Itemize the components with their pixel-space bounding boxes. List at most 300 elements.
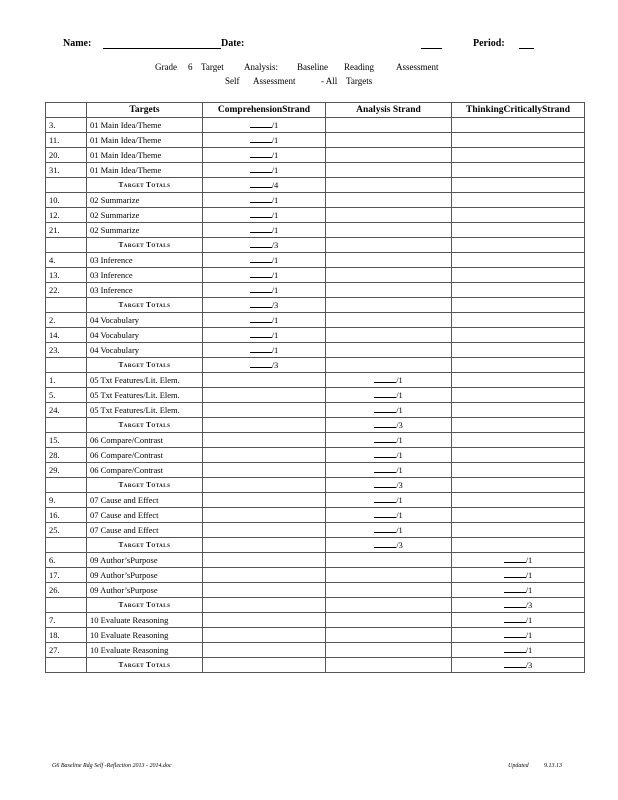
score-blank[interactable] (504, 613, 526, 623)
score-out-of: /1 (271, 270, 279, 280)
score-blank[interactable] (374, 448, 396, 458)
score-out-of: /1 (271, 135, 279, 145)
column-header-thinking-critically: ThinkingCriticallyStrand (452, 103, 585, 118)
score-out-of: /1 (525, 645, 533, 655)
score-cell (203, 238, 326, 253)
score-out-of: /1 (396, 450, 403, 460)
question-number-cell: 11. (46, 133, 87, 148)
score-cell (452, 598, 585, 613)
score-blank[interactable] (250, 208, 272, 218)
target-cell: 10 Evaluate Reasoning (87, 643, 203, 658)
score-out-of: /1 (271, 345, 279, 355)
table-header-row (46, 103, 585, 118)
title-word: Analysis: (244, 62, 279, 72)
score-out-of: /1 (271, 210, 279, 220)
table-row (46, 208, 585, 223)
score-cell (452, 538, 585, 553)
score-cell (452, 178, 585, 193)
score-cell (203, 208, 326, 223)
target-totals-label: Target Totals (87, 658, 203, 673)
score-cell (326, 568, 452, 583)
table-row (46, 223, 585, 238)
score-cell (203, 148, 326, 163)
score-cell (452, 583, 585, 598)
title-word: Target (201, 62, 224, 72)
score-cell (452, 208, 585, 223)
score-blank[interactable] (374, 478, 396, 488)
title-word: Targets (346, 76, 373, 86)
score-cell (452, 268, 585, 283)
target-cell: 04 Vocabulary (87, 313, 203, 328)
question-number-cell: 20. (46, 148, 87, 163)
period-label: Period: (473, 38, 505, 49)
score-out-of: /1 (525, 570, 533, 580)
table-row (46, 643, 585, 658)
table-row (46, 343, 585, 358)
target-totals-label: Target Totals (87, 598, 203, 613)
score-blank[interactable] (504, 658, 526, 668)
table-row (46, 463, 585, 478)
target-cell: 09 Author’sPurpose (87, 583, 203, 598)
score-out-of: /1 (396, 435, 403, 445)
score-cell (452, 493, 585, 508)
table-row (46, 148, 585, 163)
target-totals-label: Target Totals (87, 298, 203, 313)
target-cell: 02 Summarize (87, 193, 203, 208)
target-cell: 07 Cause and Effect (87, 523, 203, 538)
score-out-of: /3 (396, 420, 403, 430)
score-cell (452, 433, 585, 448)
score-out-of: /1 (396, 495, 403, 505)
score-cell (326, 373, 452, 388)
score-cell (326, 133, 452, 148)
title-word: Assessment (396, 62, 439, 72)
score-blank[interactable] (250, 163, 272, 173)
score-out-of: /1 (271, 330, 279, 340)
score-blank[interactable] (250, 283, 272, 293)
score-blank[interactable] (250, 343, 272, 353)
score-cell (203, 118, 326, 133)
question-number-cell (46, 358, 87, 373)
score-cell (326, 313, 452, 328)
target-totals-label: Target Totals (87, 358, 203, 373)
question-number-cell (46, 538, 87, 553)
score-cell (452, 193, 585, 208)
score-cell (326, 328, 452, 343)
target-totals-label: Target Totals (87, 538, 203, 553)
score-cell (326, 253, 452, 268)
question-number-cell: 12. (46, 208, 87, 223)
score-cell (452, 523, 585, 538)
target-total-row (46, 418, 585, 433)
score-cell (203, 463, 326, 478)
score-cell (326, 223, 452, 238)
score-cell (326, 403, 452, 418)
table-row (46, 613, 585, 628)
score-cell (203, 613, 326, 628)
column-header-comprehension: ComprehensionStrand (203, 103, 326, 118)
footer-filename: G6 Baseline Rdg Self -Reflection 2013 - 2014.doc (52, 763, 172, 769)
score-cell (326, 283, 452, 298)
score-blank[interactable] (374, 433, 396, 443)
score-blank[interactable] (374, 523, 396, 533)
table-row (46, 268, 585, 283)
question-number-cell: 3. (46, 118, 87, 133)
score-cell (452, 133, 585, 148)
score-cell (452, 643, 585, 658)
score-cell (452, 358, 585, 373)
score-cell (326, 193, 452, 208)
score-out-of: /1 (396, 465, 403, 475)
score-cell (203, 493, 326, 508)
score-cell (326, 448, 452, 463)
question-number-cell: 27. (46, 643, 87, 658)
column-header-targets: Targets (87, 103, 203, 118)
score-cell (452, 223, 585, 238)
score-blank[interactable] (374, 373, 396, 383)
target-cell: 05 Txt Features/Lit. Elem. (87, 373, 203, 388)
score-blank[interactable] (250, 313, 272, 323)
score-blank[interactable] (250, 238, 272, 248)
score-cell (326, 493, 452, 508)
score-out-of: /1 (271, 150, 279, 160)
score-blank[interactable] (250, 148, 272, 158)
question-number-cell: 16. (46, 508, 87, 523)
column-header-analysis: Analysis Strand (326, 103, 452, 118)
question-number-cell: 15. (46, 433, 87, 448)
target-totals-label: Target Totals (87, 238, 203, 253)
score-blank[interactable] (250, 358, 272, 368)
score-blank[interactable] (250, 268, 272, 278)
question-number-cell: 31. (46, 163, 87, 178)
score-cell (326, 118, 452, 133)
target-total-row (46, 358, 585, 373)
score-out-of: /1 (396, 525, 403, 535)
score-cell (326, 298, 452, 313)
score-cell (326, 508, 452, 523)
score-out-of: /1 (271, 165, 279, 175)
question-number-cell: 5. (46, 388, 87, 403)
score-cell (452, 343, 585, 358)
score-cell (452, 373, 585, 388)
question-number-cell: 13. (46, 268, 87, 283)
score-cell (326, 268, 452, 283)
score-blank[interactable] (250, 193, 272, 203)
question-number-cell (46, 178, 87, 193)
score-cell (452, 298, 585, 313)
table-row (46, 433, 585, 448)
score-cell (203, 223, 326, 238)
target-cell: 02 Summarize (87, 223, 203, 238)
table-row (46, 448, 585, 463)
score-cell (203, 433, 326, 448)
target-total-row (46, 298, 585, 313)
question-number-cell (46, 298, 87, 313)
score-cell (452, 628, 585, 643)
score-cell (203, 358, 326, 373)
target-total-row (46, 598, 585, 613)
target-cell: 05 Txt Features/Lit. Elem. (87, 388, 203, 403)
score-out-of: /1 (396, 405, 403, 415)
score-cell (326, 178, 452, 193)
score-cell (326, 208, 452, 223)
score-cell (452, 613, 585, 628)
score-out-of: /1 (525, 630, 533, 640)
table-row (46, 388, 585, 403)
score-blank[interactable] (374, 538, 396, 548)
score-cell (203, 313, 326, 328)
score-cell (203, 568, 326, 583)
target-cell: 10 Evaluate Reasoning (87, 628, 203, 643)
target-cell: 04 Vocabulary (87, 343, 203, 358)
score-out-of: /3 (525, 600, 533, 610)
question-number-cell: 2. (46, 313, 87, 328)
target-total-row (46, 178, 585, 193)
score-blank[interactable] (504, 598, 526, 608)
question-number-cell: 23. (46, 343, 87, 358)
score-cell (203, 553, 326, 568)
question-number-cell: 18. (46, 628, 87, 643)
score-cell (203, 403, 326, 418)
column-header-number (46, 103, 87, 118)
score-cell (203, 448, 326, 463)
score-out-of: /3 (271, 240, 279, 250)
table-row (46, 118, 585, 133)
score-cell (452, 553, 585, 568)
title-word: Self (225, 76, 240, 86)
table-row (46, 253, 585, 268)
table-row (46, 328, 585, 343)
score-out-of: /1 (271, 255, 279, 265)
question-number-cell: 24. (46, 403, 87, 418)
question-number-cell: 26. (46, 583, 87, 598)
question-number-cell: 9. (46, 493, 87, 508)
target-cell: 01 Main Idea/Theme (87, 118, 203, 133)
target-total-row (46, 238, 585, 253)
score-blank[interactable] (250, 298, 272, 308)
score-out-of: /1 (271, 195, 279, 205)
target-cell: 06 Compare/Contrast (87, 463, 203, 478)
score-cell (326, 643, 452, 658)
target-cell: 09 Author’sPurpose (87, 568, 203, 583)
score-out-of: /4 (271, 180, 279, 190)
score-cell (452, 508, 585, 523)
question-number-cell: 28. (46, 448, 87, 463)
score-cell (452, 163, 585, 178)
target-cell: 07 Cause and Effect (87, 508, 203, 523)
score-cell (326, 358, 452, 373)
target-cell: 10 Evaluate Reasoning (87, 613, 203, 628)
score-blank[interactable] (374, 388, 396, 398)
question-number-cell (46, 598, 87, 613)
table-row (46, 583, 585, 598)
target-cell: 04 Vocabulary (87, 328, 203, 343)
footer-updated-label: Updated (508, 763, 529, 769)
score-cell (203, 388, 326, 403)
targets-table (45, 102, 585, 673)
score-blank[interactable] (504, 583, 526, 593)
score-out-of: /3 (396, 540, 403, 550)
score-cell (326, 628, 452, 643)
table-row (46, 163, 585, 178)
score-cell (326, 538, 452, 553)
score-cell (326, 463, 452, 478)
title-word: Grade (155, 62, 177, 72)
question-number-cell: 1. (46, 373, 87, 388)
target-cell: 07 Cause and Effect (87, 493, 203, 508)
score-blank[interactable] (250, 328, 272, 338)
name-label: Name: (63, 38, 92, 49)
score-cell (452, 403, 585, 418)
score-blank[interactable] (250, 253, 272, 263)
score-cell (452, 658, 585, 673)
score-blank[interactable] (504, 628, 526, 638)
table-row (46, 553, 585, 568)
score-cell (203, 253, 326, 268)
score-cell (203, 163, 326, 178)
target-cell: 01 Main Idea/Theme (87, 148, 203, 163)
score-out-of: /1 (525, 615, 533, 625)
target-totals-label: Target Totals (87, 418, 203, 433)
score-cell (203, 178, 326, 193)
score-out-of: /1 (271, 315, 279, 325)
target-cell: 06 Compare/Contrast (87, 433, 203, 448)
name-field[interactable] (103, 48, 221, 49)
question-number-cell (46, 478, 87, 493)
target-cell: 03 Inference (87, 268, 203, 283)
score-out-of: /1 (396, 375, 403, 385)
table-row (46, 313, 585, 328)
score-out-of: /1 (396, 390, 403, 400)
question-number-cell: 10. (46, 193, 87, 208)
target-totals-label: Target Totals (87, 478, 203, 493)
score-cell (326, 523, 452, 538)
target-total-row (46, 658, 585, 673)
question-number-cell: 29. (46, 463, 87, 478)
score-blank[interactable] (374, 463, 396, 473)
target-cell: 05 Txt Features/Lit. Elem. (87, 403, 203, 418)
title-word: Reading (344, 62, 374, 72)
score-cell (203, 478, 326, 493)
title-word: Baseline (297, 62, 328, 72)
score-blank[interactable] (504, 568, 526, 578)
score-cell (203, 628, 326, 643)
table-row (46, 373, 585, 388)
score-cell (326, 163, 452, 178)
period-field[interactable] (519, 48, 534, 49)
table-row (46, 508, 585, 523)
table-row (46, 568, 585, 583)
score-blank[interactable] (250, 118, 272, 128)
table-row (46, 493, 585, 508)
question-number-cell: 25. (46, 523, 87, 538)
score-cell (203, 343, 326, 358)
score-cell (452, 388, 585, 403)
score-cell (203, 373, 326, 388)
table-row (46, 523, 585, 538)
target-cell: 09 Author’sPurpose (87, 553, 203, 568)
score-blank[interactable] (374, 403, 396, 413)
score-cell (452, 148, 585, 163)
score-cell (203, 508, 326, 523)
target-total-row (46, 538, 585, 553)
score-out-of: /1 (525, 585, 533, 595)
score-cell (203, 133, 326, 148)
question-number-cell (46, 658, 87, 673)
score-cell (203, 643, 326, 658)
score-cell (452, 313, 585, 328)
score-out-of: /1 (271, 120, 279, 130)
score-cell (326, 553, 452, 568)
score-blank[interactable] (504, 643, 526, 653)
table-row (46, 283, 585, 298)
score-cell (203, 268, 326, 283)
score-blank[interactable] (250, 178, 272, 188)
target-cell: 01 Main Idea/Theme (87, 133, 203, 148)
score-out-of: /3 (271, 360, 279, 370)
question-number-cell: 6. (46, 553, 87, 568)
score-cell (203, 193, 326, 208)
score-cell (452, 328, 585, 343)
score-blank[interactable] (250, 223, 272, 233)
score-out-of: /1 (271, 285, 279, 295)
score-cell (203, 328, 326, 343)
target-cell: 03 Inference (87, 253, 203, 268)
score-cell (326, 583, 452, 598)
score-blank[interactable] (504, 553, 526, 563)
score-cell (203, 658, 326, 673)
score-cell (203, 523, 326, 538)
score-blank[interactable] (250, 133, 272, 143)
table-body (46, 118, 585, 673)
question-number-cell: 22. (46, 283, 87, 298)
table-row (46, 403, 585, 418)
score-out-of: /3 (525, 660, 533, 670)
target-total-row (46, 478, 585, 493)
score-cell (326, 148, 452, 163)
score-cell (326, 418, 452, 433)
score-cell (326, 658, 452, 673)
table-row (46, 193, 585, 208)
score-cell (326, 238, 452, 253)
score-cell (452, 238, 585, 253)
score-blank[interactable] (374, 493, 396, 503)
target-cell: 02 Summarize (87, 208, 203, 223)
score-blank[interactable] (374, 508, 396, 518)
question-number-cell: 21. (46, 223, 87, 238)
score-cell (326, 343, 452, 358)
score-blank[interactable] (374, 418, 396, 428)
question-number-cell: 14. (46, 328, 87, 343)
question-number-cell (46, 418, 87, 433)
score-cell (203, 283, 326, 298)
score-cell (452, 568, 585, 583)
date-field[interactable] (421, 48, 442, 49)
score-cell (203, 298, 326, 313)
score-cell (326, 478, 452, 493)
score-cell (203, 598, 326, 613)
question-number-cell: 4. (46, 253, 87, 268)
score-cell (452, 478, 585, 493)
question-number-cell: 7. (46, 613, 87, 628)
score-out-of: /1 (396, 510, 403, 520)
score-cell (326, 388, 452, 403)
question-number-cell (46, 238, 87, 253)
title-word: Assessment (253, 76, 296, 86)
target-cell: 03 Inference (87, 283, 203, 298)
score-cell (452, 463, 585, 478)
score-cell (452, 283, 585, 298)
